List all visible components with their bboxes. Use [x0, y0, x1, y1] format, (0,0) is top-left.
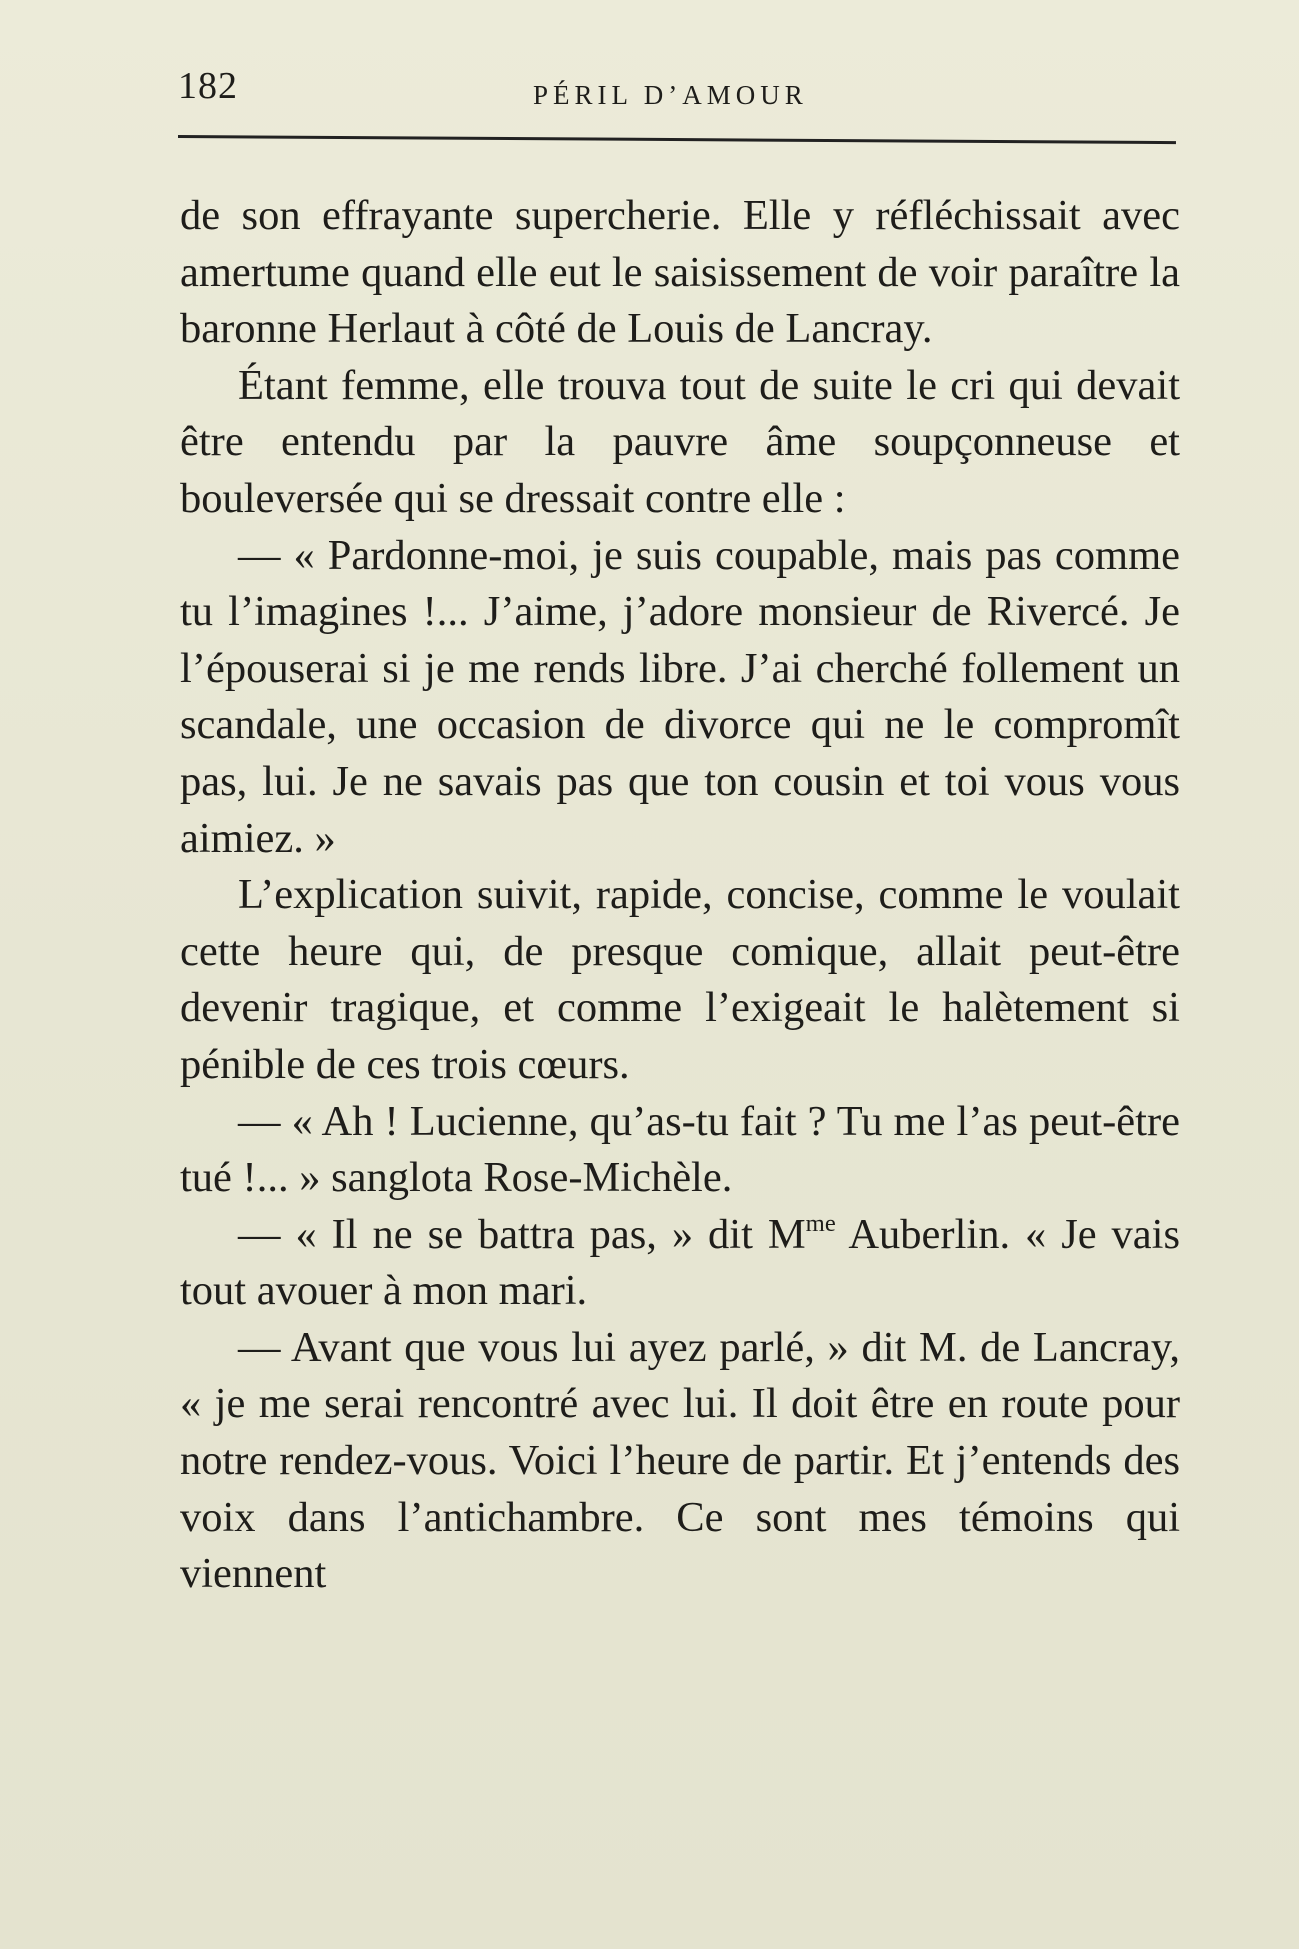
running-title: PÉRIL D’AMOUR	[533, 80, 808, 110]
paragraph-1: de son effrayante supercherie. Elle y réfléchissait avec amertume quand elle eut le saisissement de voir paraître la baronne Herlaut à côté de Louis de Lancray.	[180, 192, 1180, 353]
paragraph-6-before: — « Il ne se battra pas, » dit M	[238, 1210, 806, 1258]
header-rule	[178, 135, 1176, 144]
paragraph-6-after: Auberlin. « Je vais tout avouer à mon mari.	[180, 1210, 1180, 1315]
paragraph-3: — « Pardonne-moi, je suis coupable, mais pas comme tu l’imagines !... J’aime, j’adore monsieur de Rivercé. Je l’épouserai si je me rends libre. J’ai cherché follement un scandale, une occasion de divorce qui ne le compromît pas, lui. Je ne savais pas que ton cousin et toi vous vous aimiez. »	[180, 531, 1180, 862]
paragraph-2: Étant femme, elle trouva tout de suite le cri qui devait être entendu par la pauvre âme soupçonneuse et bouleversée qui se dressait contre elle :	[180, 361, 1180, 522]
body-text	[180, 188, 1180, 1848]
paragraph-6	[180, 1207, 1180, 1320]
paragraph-5: — « Ah ! Lucienne, qu’as-tu fait ? Tu me l’as peut-être tué !... » sanglota Rose-Michèle.	[180, 1097, 1180, 1202]
page-number: 182	[178, 65, 238, 107]
paragraph-7: — Avant que vous lui ayez parlé, » dit M. de Lancray, « je me serai rencontré avec lui. Il doit être en route pour notre rendez-vous. Voici l’heure de partir. Et j’entends des voix dans l’antichambre. Ce sont mes témoins qui viennent	[180, 1323, 1180, 1598]
paragraph-4: L’explication suivit, rapide, concise, comme le voulait cette heure qui, de presque comique, allait peut-être devenir tragique, et comme l’exigeait le halètement si pénible de ces trois cœurs.	[180, 871, 1180, 1088]
running-head	[178, 58, 1176, 118]
madame-abbreviation-superscript: me	[805, 1209, 836, 1237]
